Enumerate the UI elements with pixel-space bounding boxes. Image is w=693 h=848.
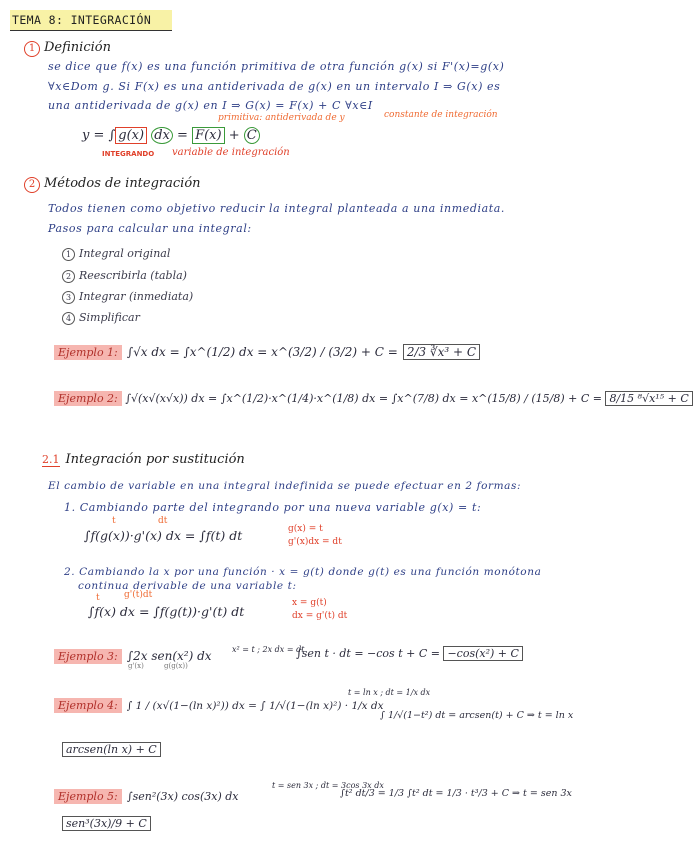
integrand-note: INTEGRANDO: [102, 150, 155, 158]
example-5-rest: ∫t² dt/3 = 1/3 ∫t² dt = 1/3 · t³/3 + C ⇒ t = sen 3x: [340, 788, 572, 799]
form-2-text-1: 2. Cambiando la x por una función · x = g(t) donde g(t) es una función monótona: [64, 566, 542, 578]
section-number: 1: [24, 41, 40, 57]
definition-line-2: ∀x∈Dom g. Si F(x) es una antiderivada de g(x) en un intervalo I ⇒ G(x) es: [48, 80, 501, 93]
example-label: Ejemplo 3:: [54, 649, 122, 664]
example-1: [54, 341, 480, 360]
definition-formula: [82, 128, 260, 143]
step-text: Integral original: [79, 247, 171, 260]
definition-line-1: se dice que f(x) es una función primitiva de otra función g(x) si F'(x)=g(x): [48, 60, 505, 73]
form-1-top-t: t: [112, 516, 116, 526]
example-4-result: arcsen(ln x) + C: [62, 742, 161, 757]
example-5-substitution: t = sen 3x ; dt = 3cos 3x dx: [272, 781, 384, 790]
example-expression: ∫2x sen(x²) dx: [126, 649, 212, 663]
form-2-sub-1: x = g(t): [292, 598, 327, 608]
form-2-top-dt: g'(t)dt: [124, 590, 153, 600]
form-2-text-2: continua derivable de una variable t:: [78, 580, 297, 592]
formula-primitive: F(x): [192, 127, 225, 144]
section-number: 2: [24, 177, 40, 193]
step-number: 2: [62, 270, 75, 283]
constant-note: constante de integración: [384, 110, 498, 120]
example-expression: ∫ 1 / (x√(1−(ln x)²)) dx = ∫ 1/√(1−(ln x)²) · 1/x dx: [126, 700, 384, 712]
section-number: 2.1: [42, 453, 60, 466]
example-4-rest: ∫ 1/√(1−t²) dt = arcsen(t) + C ⇒ t = ln x: [380, 710, 574, 721]
formula-lhs: y = ∫: [82, 128, 116, 143]
formula-integrand: g(x): [115, 127, 147, 144]
form-2-top-t: t: [96, 593, 100, 603]
section-title: Métodos de integración: [44, 176, 201, 191]
step-number: 4: [62, 312, 75, 325]
step-number: 1: [62, 248, 75, 261]
example-label: Ejemplo 2:: [54, 391, 122, 406]
step-item: [62, 290, 193, 304]
page-title: TEMA 8: INTEGRACIÓN: [10, 10, 172, 31]
section-title: Definición: [44, 40, 111, 55]
step-number: 3: [62, 291, 75, 304]
step-item: [62, 247, 170, 261]
formula-constant: C: [244, 127, 260, 144]
form-1-sub-1: g(x) = t: [288, 524, 323, 534]
example-result: 2/3 ∛x³ + C: [403, 344, 480, 360]
step-text: Simplificar: [79, 311, 140, 324]
step-text: Integrar (inmediata): [79, 290, 194, 303]
example-result: −cos(x²) + C: [443, 646, 522, 661]
section-2-heading: [24, 176, 201, 193]
form-2-sub-2: dx = g'(t) dt: [292, 611, 348, 621]
step-item: [62, 311, 140, 325]
formula-eq: =: [177, 128, 188, 143]
example-5: [54, 785, 238, 804]
form-2-expression: ∫f(x) dx = ∫f(g(t))·g'(t) dt: [88, 604, 245, 619]
form-1-top-dt: dt: [158, 516, 168, 526]
example-label: Ejemplo 5:: [54, 789, 122, 804]
example-label: Ejemplo 4:: [54, 698, 122, 713]
formula-plus: +: [228, 128, 240, 143]
example-3-rest: [296, 647, 523, 660]
substitution-intro: El cambio de variable en una integral indefinida se puede efectuar en 2 formas:: [48, 480, 522, 492]
example-3-under-1: g'(x): [128, 662, 144, 670]
form-1-expression: ∫f(g(x))·g'(x) dx = ∫f(t) dt: [84, 528, 243, 543]
example-3-substitution: x² = t ; 2x dx = dt: [232, 645, 305, 654]
step-item: [62, 269, 187, 283]
example-2: [54, 392, 693, 405]
form-1-text: 1. Cambiando parte del integrando por una nueva variable g(x) = t:: [64, 501, 482, 514]
example-expression: ∫√(x√(x√x)) dx = ∫x^(1/2)·x^(1/4)·x^(1/8) dx = ∫x^(7/8) dx = x^(15/8) / (15/8) + C =: [125, 392, 602, 405]
formula-dx: dx: [151, 127, 173, 144]
methods-line-2: Pasos para calcular una integral:: [48, 222, 252, 235]
section-title: Integración por sustitución: [65, 452, 245, 467]
example-steps: ∫sen t · dt = −cos t + C =: [296, 647, 440, 660]
section-1-heading: [24, 40, 111, 57]
form-1-sub-2: g'(x)dx = dt: [288, 537, 342, 547]
example-5-result: sen³(3x)/9 + C: [62, 816, 151, 831]
example-label: Ejemplo 1:: [54, 345, 122, 360]
example-expression: ∫√x dx = ∫x^(1/2) dx = x^(3/2) / (3/2) + C =: [126, 345, 398, 359]
step-text: Reescribirla (tabla): [79, 269, 187, 282]
example-expression: ∫sen²(3x) cos(3x) dx: [126, 790, 239, 803]
example-3-under-2: g(g(x)): [164, 662, 188, 670]
definition-line-3: una antiderivada de g(x) en I ⇒ G(x) = F(x) + C ∀x∈I: [48, 99, 373, 112]
variable-note: variable de integración: [172, 147, 290, 158]
example-result: 8/15 ⁸√x¹⁵ + C: [605, 391, 692, 406]
section-21-heading: [42, 452, 245, 467]
methods-line-1: Todos tienen como objetivo reducir la integral planteada a una inmediata.: [48, 202, 506, 215]
example-4: [54, 694, 384, 713]
primitive-note: primitiva: antiderivada de y: [218, 113, 345, 123]
example-4-substitution: t = ln x ; dt = 1/x dx: [348, 688, 431, 697]
